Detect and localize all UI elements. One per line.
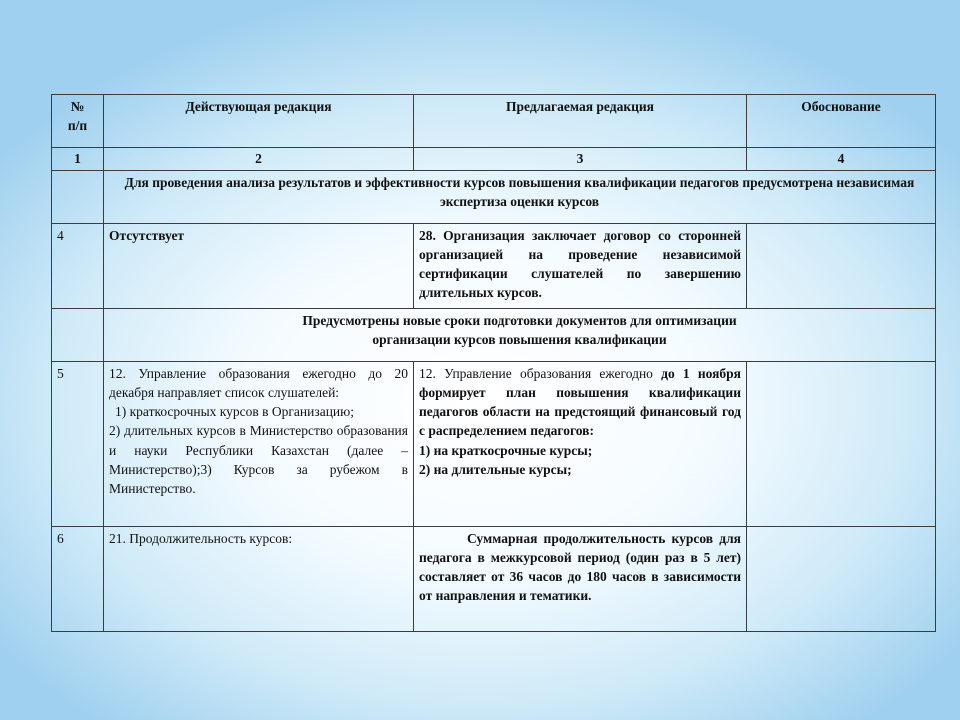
proposed-edition-cell xyxy=(414,362,747,527)
current-edition-intro: 12. Управление образования ежегодно до 20 декабря направляет список слушателей: xyxy=(109,366,408,401)
justification-cell xyxy=(747,224,936,309)
table-row-4 xyxy=(52,224,936,309)
table-row-5 xyxy=(52,362,936,527)
current-edition-cell xyxy=(104,362,414,527)
header-number xyxy=(52,95,104,148)
current-edition-item-2: 2) длительных курсов в Министерство образования и науки Республики Казахстан (далее – Министерство);3) Курсов за рубежом в Министерство. xyxy=(109,423,408,496)
section-row-1 xyxy=(52,171,936,224)
justification-cell xyxy=(747,362,936,527)
section-number-cell xyxy=(52,309,104,362)
section-title-2-line-1: Предусмотрены новые сроки подготовки документов для оптимизации xyxy=(302,313,737,328)
proposed-edition-emphasis: до 1 ноября формирует план повышения квалификации педагогов области на предстоящий финансовый год с распределением педагогов: xyxy=(419,366,741,439)
header-number-symbol: № xyxy=(70,99,85,114)
row-number: 6 xyxy=(52,527,104,632)
proposed-edition-cell: 28. Организация заключает договор со сторонней организацией на проведение независимой сертификации слушателей по завершению длительных курсов. xyxy=(414,224,747,309)
proposed-edition-cell: Суммарная продолжительность курсов для педагога в межкурсовой период (один раз в 5 лет) составляет от 36 часов до 180 часов в зависимости от направления и тематики. xyxy=(414,527,747,632)
header-proposed-edition: Предлагаемая редакция xyxy=(414,95,747,148)
comparison-table xyxy=(51,94,936,632)
current-edition-cell: Отсутствует xyxy=(104,224,414,309)
current-edition-item-1: 1) краткосрочных курсов в Организацию; xyxy=(115,404,354,420)
header-justification: Обоснование xyxy=(747,95,936,148)
section-title-2-line-2: организации курсов повышения квалификации xyxy=(372,332,667,348)
column-number-row xyxy=(52,148,936,171)
header-number-abbr: п/п xyxy=(67,118,88,134)
section-title-2 xyxy=(104,309,936,362)
column-number-1: 1 xyxy=(52,148,104,171)
column-number-3: 3 xyxy=(414,148,747,171)
section-number-cell xyxy=(52,171,104,224)
section-title-1: Для проведения анализа результатов и эффективности курсов повышения квалификации педагогов предусмотрена независимая экспертиза оценки курсов xyxy=(104,171,936,224)
header-row xyxy=(52,95,936,148)
current-edition-cell: 21. Продолжительность курсов: xyxy=(104,527,414,632)
row-number: 4 xyxy=(52,224,104,309)
section-row-2 xyxy=(52,309,936,362)
column-number-2: 2 xyxy=(104,148,414,171)
table-row-6 xyxy=(52,527,936,632)
proposed-edition-item-1: 1) на краткосрочные курсы; xyxy=(419,442,593,458)
row-number: 5 xyxy=(52,362,104,527)
column-number-4: 4 xyxy=(747,148,936,171)
proposed-edition-item-2: 2) на длительные курсы; xyxy=(419,461,572,477)
justification-cell xyxy=(747,527,936,632)
header-current-edition: Действующая редакция xyxy=(104,95,414,148)
proposed-edition-intro: 12. Управление образования ежегодно xyxy=(419,366,662,381)
